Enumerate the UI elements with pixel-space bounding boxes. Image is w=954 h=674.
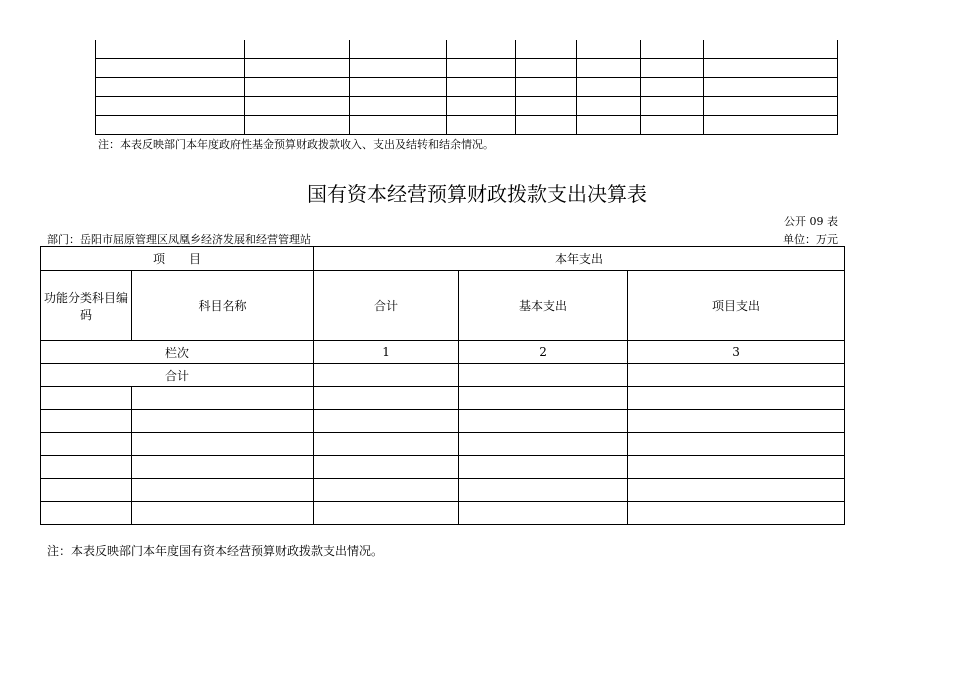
total-cell <box>628 364 845 387</box>
seq-2: 2 <box>459 341 628 364</box>
seq-label: 栏次 <box>41 341 314 364</box>
header-row-2 <box>41 271 845 341</box>
header-current-year: 本年支出 <box>314 247 845 271</box>
seq-row <box>41 341 845 364</box>
col-project: 项目支出 <box>628 271 845 341</box>
table-row <box>41 456 845 479</box>
table-row <box>96 78 838 97</box>
table-row <box>41 433 845 456</box>
page-title: 国有资本经营预算财政拨款支出决算表 <box>307 182 647 206</box>
unit-label: 单位：万元 <box>783 233 838 246</box>
table-row <box>96 40 838 59</box>
total-row <box>41 364 845 387</box>
table-row <box>96 97 838 116</box>
expenditure-table <box>40 246 845 525</box>
previous-table-note: 注：本表反映部门本年度政府性基金预算财政拨款收入、支出及结转和结余情况。 <box>98 138 494 151</box>
form-number: 公开 09 表 <box>784 215 838 228</box>
department-label: 部门：岳阳市屈原管理区凤凰乡经济发展和经营管理站 <box>47 233 311 246</box>
table-note: 注：本表反映部门本年度国有资本经营预算财政拨款支出情况。 <box>47 544 384 558</box>
previous-table <box>95 40 838 135</box>
header-row-1 <box>41 247 845 271</box>
table-row <box>96 59 838 78</box>
col-subject-name: 科目名称 <box>132 271 314 341</box>
total-cell <box>314 364 459 387</box>
header-item: 项 目 <box>41 247 314 271</box>
total-label: 合计 <box>41 364 314 387</box>
total-cell <box>459 364 628 387</box>
table-row <box>96 116 838 135</box>
col-function-code: 功能分类科目编码 <box>41 271 132 341</box>
table-row <box>41 502 845 525</box>
table-row <box>41 479 845 502</box>
table-row <box>41 387 845 410</box>
table-row <box>41 410 845 433</box>
col-basic: 基本支出 <box>459 271 628 341</box>
seq-3: 3 <box>628 341 845 364</box>
col-total: 合计 <box>314 271 459 341</box>
seq-1: 1 <box>314 341 459 364</box>
